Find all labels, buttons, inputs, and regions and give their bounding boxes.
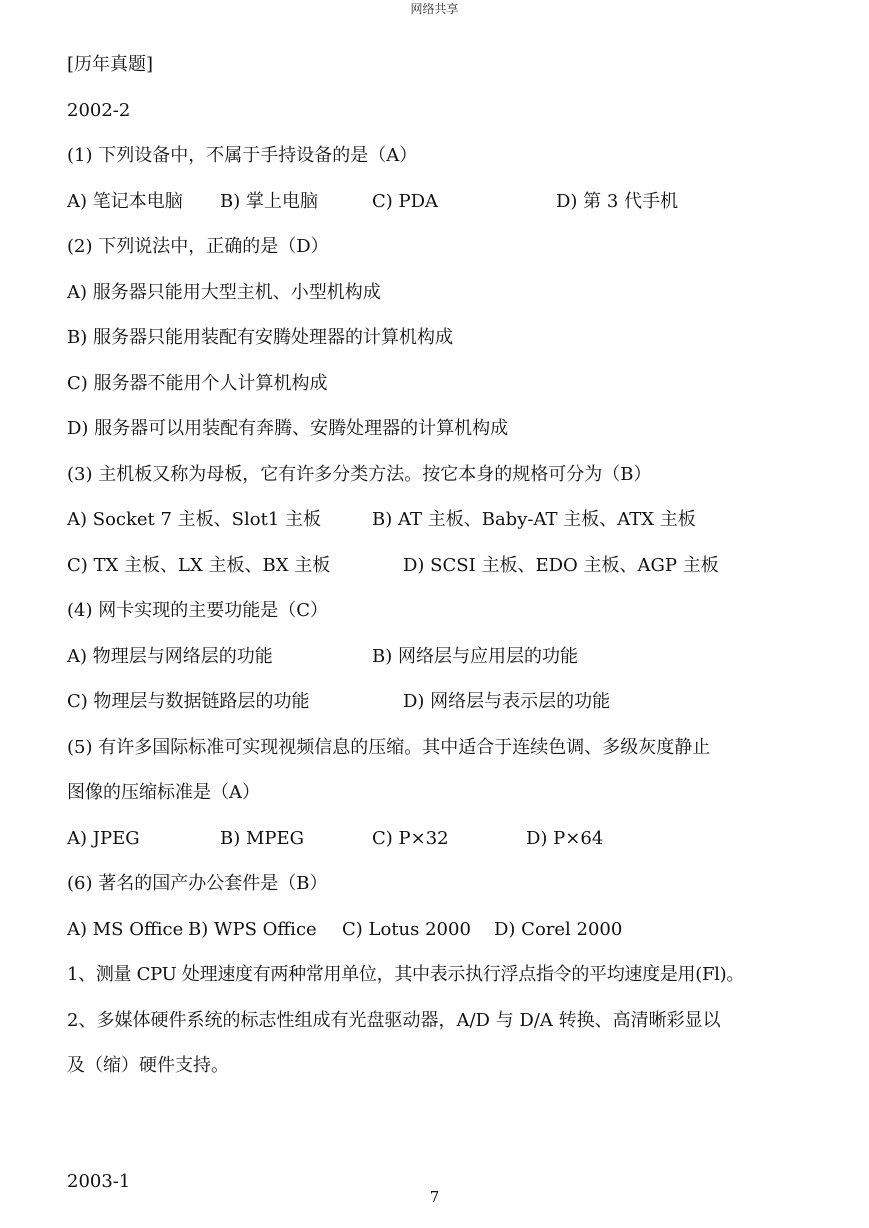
q2-option-a: A) 服务器只能用大型主机、小型机构成 [67, 281, 381, 303]
q6-option-d: D) Corel 2000 [494, 918, 623, 940]
question-2: (2) 下列说法中，正确的是（D） [67, 236, 329, 257]
q1-option-d: D) 第 3 代手机 [556, 190, 679, 212]
page-number: 7 [429, 1188, 440, 1206]
question-1-options [67, 189, 807, 235]
q4-option-b: B) 网络层与应用层的功能 [372, 645, 578, 667]
question-5-line2: 图像的压缩标准是（A） [67, 782, 260, 803]
question-3-options-row2 [67, 553, 807, 599]
q2-option-b: B) 服务器只能用装配有安腾处理器的计算机构成 [67, 327, 453, 348]
q6-option-b: B) WPS Office [188, 918, 317, 940]
question-6-options [67, 917, 807, 963]
q4-option-d: D) 网络层与表示层的功能 [403, 691, 611, 712]
q1-option-a: A) 笔记本电脑 [67, 190, 183, 212]
blank-spacer [67, 1099, 807, 1145]
page-header: 网络共享 [410, 2, 459, 16]
q1-option-c: C) PDA [372, 190, 439, 212]
question-1: (1) 下列设备中，不属于手持设备的是（A） [67, 145, 418, 166]
fill-question-1: 1、测量 CPU 处理速度有两种常用单位，其中表示执行浮点指令的平均速度是用(Fl)。 [67, 964, 745, 985]
fill-question-2-line1: 2、多媒体硬件系统的标志性组成有光盘驱动器，A/D 与 D/A 转换、高清晰彩显以 [67, 1009, 721, 1031]
q5-option-a: A) JPEG [67, 827, 140, 849]
question-5-options [67, 826, 807, 872]
q3-option-d: D) SCSI 主板、EDO 主板、AGP 主板 [403, 554, 719, 576]
document-body [67, 52, 807, 1215]
fill-question-2-line2: 及（缩）硬件支持。 [67, 1055, 229, 1076]
question-3-options-row1 [67, 507, 807, 553]
question-4: (4) 网卡实现的主要功能是（C） [67, 600, 328, 621]
q5-option-c: C) P×32 [372, 827, 449, 849]
q6-option-c: C) Lotus 2000 [342, 918, 471, 940]
q5-option-b: B) MPEG [220, 827, 305, 849]
question-3: (3) 主机板又称为母板，它有许多分类方法。按它本身的规格可分为（B） [67, 463, 652, 485]
q2-option-c: C) 服务器不能用个人计算机构成 [67, 372, 328, 394]
year-heading-2002-2: 2002-2 [67, 99, 131, 121]
question-4-options-row1 [67, 644, 807, 690]
q3-option-a: A) Socket 7 主板、Slot1 主板 [67, 509, 322, 530]
q4-option-c: C) 物理层与数据链路层的功能 [67, 691, 310, 712]
q5-option-d: D) P×64 [526, 827, 604, 849]
q3-option-b: B) AT 主板、Baby-AT 主板、ATX 主板 [372, 509, 696, 530]
question-5-line1: (5) 有许多国际标准可实现视频信息的压缩。其中适合于连续色调、多级灰度静止 [67, 736, 711, 758]
q2-option-d: D) 服务器可以用装配有奔腾、安腾处理器的计算机构成 [67, 418, 509, 439]
question-4-options-row2 [67, 689, 807, 735]
q1-option-b: B) 掌上电脑 [220, 190, 318, 212]
q3-option-c: C) TX 主板、LX 主板、BX 主板 [67, 554, 331, 576]
question-6: (6) 著名的国产办公套件是（B） [67, 873, 328, 894]
q6-option-a: A) MS Office [67, 918, 184, 940]
q4-option-a: A) 物理层与网络层的功能 [67, 645, 273, 667]
section-title: [历年真题] [67, 54, 154, 75]
year-heading-2003-1: 2003-1 [67, 1171, 131, 1192]
